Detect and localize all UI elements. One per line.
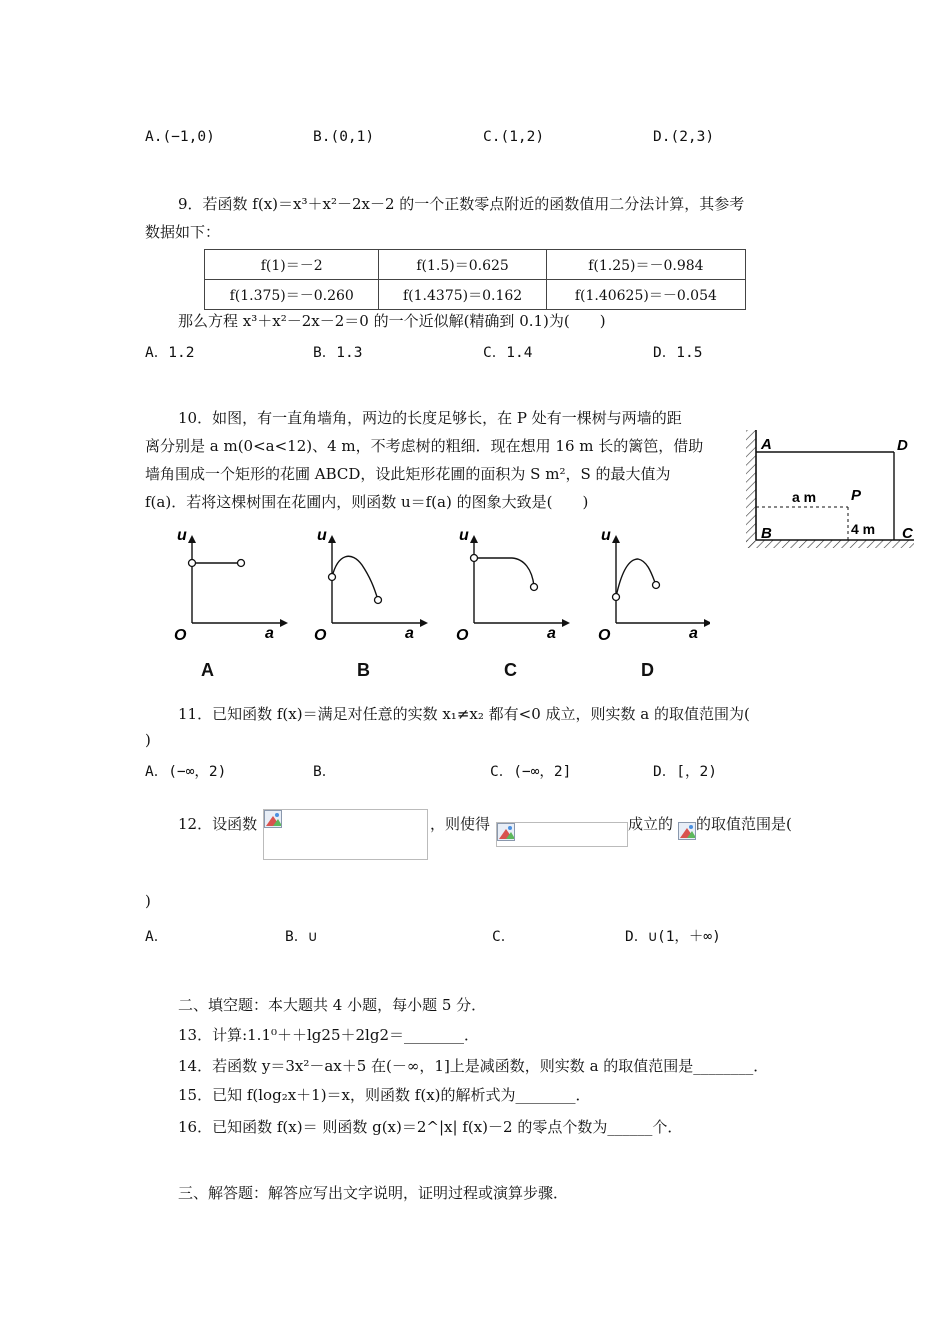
label-4m: 4 m (851, 521, 876, 537)
q12-option-b: B．∪ (285, 929, 317, 945)
origin-label: O (456, 627, 469, 644)
q8-option-a: A.(−1,0) (145, 129, 215, 145)
axis-u-label: u (177, 527, 187, 544)
q11-option-d: D．[，2) (653, 764, 717, 780)
q9-option-d: D．1.5 (653, 345, 703, 361)
q12-option-a: A． (145, 929, 169, 945)
label-b: B (761, 525, 772, 542)
q10-answer-graphs (170, 525, 710, 650)
q11-stem-line1: 11．已知函数 f(x)＝满足对任意的实数 x₁≠x₂ 都有<0 成立，则实数 a 的取值范围为( (178, 705, 750, 723)
broken-image-placeholder (263, 809, 428, 860)
q9-option-a: A．1.2 (145, 345, 195, 361)
q12-option-d: D．∪(1，＋∞) (625, 929, 721, 945)
q12-text-part3: 成立的 (628, 815, 674, 833)
table-cell: f(1.40625)＝－0.054 (546, 280, 745, 310)
q16-text: 16．已知函数 f(x)＝ 则函数 g(x)＝2^|x| f(x)－2 的零点个数为______个． (178, 1118, 683, 1136)
label-c: C (902, 525, 913, 542)
axis-a-label: a (547, 625, 556, 642)
q12-text-part2: ，则使得 (430, 815, 491, 833)
q13-text: 13．计算:1.1⁰＋＋lg25＋2lg2＝________． (178, 1026, 479, 1044)
broken-image-icon (678, 822, 696, 840)
q12-text-part4: 的取值范围是( (696, 815, 792, 833)
q9-option-c: C．1.4 (483, 345, 533, 361)
q14-text: 14．若函数 y＝3x²－ax＋5 在(－∞，1]上是减函数，则实数 a 的取值范围是________． (178, 1057, 769, 1075)
section-2-title: 二、填空题：本大题共 4 小题，每小题 5 分． (178, 996, 487, 1014)
table-cell: f(1.375)＝－0.260 (205, 280, 379, 310)
panel-label-b: B (357, 660, 370, 680)
axis-a-label: a (265, 625, 274, 642)
q9-stem-line1: 9．若函数 f(x)＝x³＋x²－2x－2 的一个正数零点附近的函数值用二分法计算，其参考 (178, 195, 745, 213)
panel-label-a: A (201, 660, 214, 680)
q11-option-a: A．(−∞，2) (145, 764, 227, 780)
q8-option-b: B.(0,1) (313, 129, 375, 145)
q9-stem-line2: 数据如下： (145, 223, 221, 241)
q11-option-b: B． (313, 764, 337, 780)
label-a-m: a m (792, 489, 817, 505)
label-d: D (897, 437, 908, 454)
graph-d (598, 527, 710, 644)
table-row (205, 250, 746, 280)
label-a: A (761, 436, 772, 453)
q10-wall-figure (740, 420, 920, 555)
q11-option-c: C．(−∞，2] (490, 764, 572, 780)
axis-u-label: u (601, 527, 611, 544)
q10-stem-line3: 墙角围成一个矩形的花圃 ABCD，设此矩形花圃的面积为 S m²，S 的最大值为 (145, 465, 671, 483)
q8-option-c: C.(1,2) (483, 129, 545, 145)
origin-label: O (174, 627, 187, 644)
axis-u-label: u (317, 527, 327, 544)
table-cell: f(1.4375)＝0.162 (379, 280, 546, 310)
q9-option-b: B．1.3 (313, 345, 363, 361)
q9-stem-line3: 那么方程 x³＋x²－2x－2＝0 的一个近似解(精确到 0.1)为( ) (178, 312, 606, 330)
graph-b (314, 527, 428, 644)
origin-label: O (314, 627, 327, 644)
q10-stem-line1: 10．如图，有一直角墙角，两边的长度足够长，在 P 处有一棵树与两墙的距 (178, 409, 682, 427)
q12-stem-line2: ) (145, 892, 151, 910)
broken-image-icon (264, 810, 282, 828)
graph-c (456, 527, 570, 644)
table-row (205, 280, 746, 310)
q9-value-table (204, 249, 746, 310)
broken-image-placeholder (496, 822, 628, 847)
q8-option-d: D.(2,3) (653, 129, 715, 145)
label-p: P (851, 487, 862, 504)
section-3-title: 三、解答题：解答应写出文字说明，证明过程或演算步骤． (178, 1184, 569, 1202)
axis-u-label: u (459, 527, 469, 544)
q12-text-part1: 12．设函数 (178, 815, 258, 833)
origin-label: O (598, 627, 611, 644)
table-cell: f(1.5)＝0.625 (379, 250, 546, 280)
q10-stem-line2: 离分别是 a m(0<a<12)、4 m，不考虑树的粗细．现在想用 16 m 长的篱笆，借助 (145, 437, 704, 455)
broken-image-icon (497, 823, 515, 841)
axis-a-label: a (689, 625, 698, 642)
q12-option-c: C． (492, 929, 516, 945)
q10-stem-line4: f(a)．若将这棵树围在花圃内，则函数 u＝f(a) 的图象大致是( ) (145, 493, 589, 511)
q15-text: 15．已知 f(log₂x＋1)＝x，则函数 f(x)的解析式为________． (178, 1086, 591, 1104)
axis-a-label: a (405, 625, 414, 642)
panel-label-d: D (641, 660, 654, 680)
table-cell: f(1)＝－2 (205, 250, 379, 280)
table-cell: f(1.25)＝－0.984 (546, 250, 745, 280)
q11-stem-line2: ) (145, 731, 151, 749)
panel-label-c: C (504, 660, 517, 680)
graph-a (174, 527, 288, 644)
